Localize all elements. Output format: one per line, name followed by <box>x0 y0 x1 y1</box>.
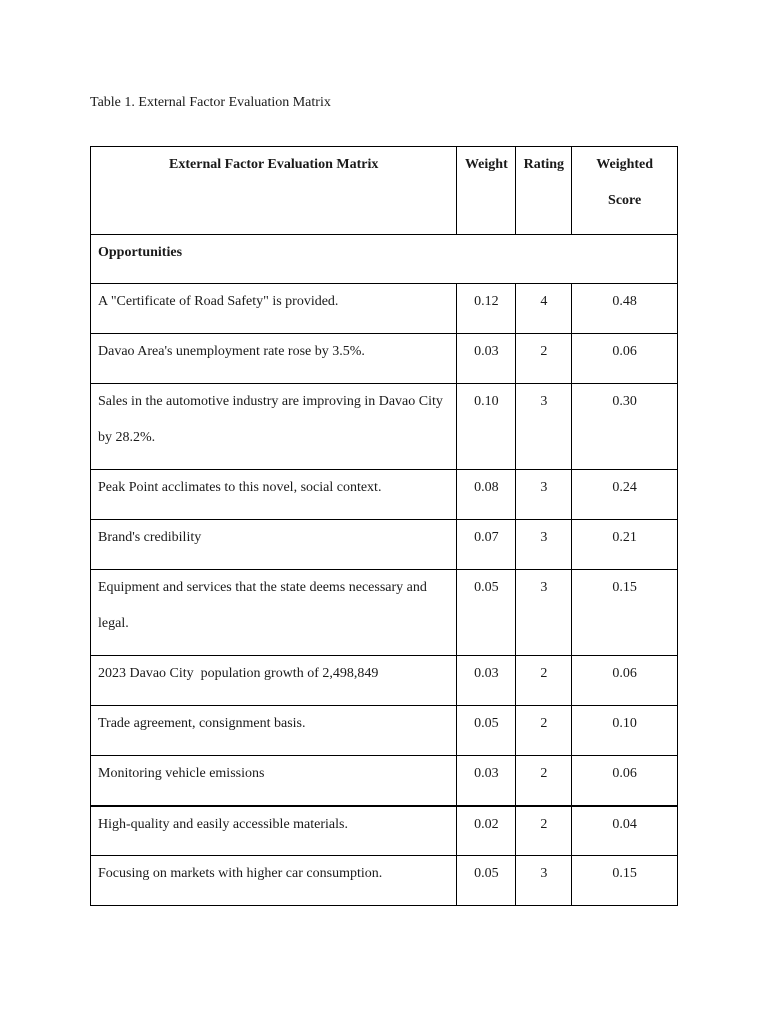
section-title: Opportunities <box>91 235 678 284</box>
table-row <box>91 570 678 656</box>
rating-cell: 2 <box>516 756 572 806</box>
score-cell: 0.06 <box>572 334 678 384</box>
table-row <box>91 334 678 384</box>
factor-cell: 2023 Davao City population growth of 2,498,849 <box>91 656 457 706</box>
score-cell: 0.15 <box>572 856 678 906</box>
factor-cell: Sales in the automotive industry are improving in Davao City by 28.2%. <box>91 384 457 470</box>
weight-cell: 0.10 <box>457 384 516 470</box>
rating-cell: 3 <box>516 856 572 906</box>
weight-cell: 0.12 <box>457 284 516 334</box>
factor-cell: Brand's credibility <box>91 520 457 570</box>
score-cell: 0.21 <box>572 520 678 570</box>
weight-cell: 0.05 <box>457 706 516 756</box>
score-cell: 0.48 <box>572 284 678 334</box>
factor-cell: Focusing on markets with higher car consumption. <box>91 856 457 906</box>
factor-cell: Davao Area's unemployment rate rose by 3.5%. <box>91 334 457 384</box>
weight-cell: 0.08 <box>457 470 516 520</box>
weight-cell: 0.07 <box>457 520 516 570</box>
header-rating: Rating <box>516 147 572 235</box>
rating-cell: 4 <box>516 284 572 334</box>
rating-cell: 3 <box>516 470 572 520</box>
table-row <box>91 284 678 334</box>
score-cell: 0.30 <box>572 384 678 470</box>
score-cell: 0.06 <box>572 656 678 706</box>
score-cell: 0.24 <box>572 470 678 520</box>
weight-cell: 0.05 <box>457 570 516 656</box>
weight-cell: 0.05 <box>457 856 516 906</box>
score-cell: 0.15 <box>572 570 678 656</box>
rating-cell: 2 <box>516 656 572 706</box>
factor-cell: High-quality and easily accessible materials. <box>91 806 457 856</box>
table-row <box>91 384 678 470</box>
rating-cell: 3 <box>516 570 572 656</box>
weight-cell: 0.03 <box>457 334 516 384</box>
rating-cell: 2 <box>516 706 572 756</box>
table-row <box>91 856 678 906</box>
score-cell: 0.06 <box>572 756 678 806</box>
score-cell: 0.04 <box>572 806 678 856</box>
weight-cell: 0.03 <box>457 656 516 706</box>
section-row-opportunities <box>91 235 678 284</box>
weight-cell: 0.03 <box>457 756 516 806</box>
rating-cell: 3 <box>516 520 572 570</box>
table-row <box>91 756 678 806</box>
table-row <box>91 806 678 856</box>
factor-cell: A "Certificate of Road Safety" is provided. <box>91 284 457 334</box>
table-row <box>91 520 678 570</box>
factor-cell: Monitoring vehicle emissions <box>91 756 457 806</box>
table-row <box>91 656 678 706</box>
header-factor: External Factor Evaluation Matrix <box>91 147 457 235</box>
rating-cell: 2 <box>516 806 572 856</box>
rating-cell: 2 <box>516 334 572 384</box>
header-weighted-score: Weighted Score <box>572 147 678 235</box>
weight-cell: 0.02 <box>457 806 516 856</box>
header-weight: Weight <box>457 147 516 235</box>
efe-matrix-table <box>90 146 678 906</box>
table-caption: Table 1. External Factor Evaluation Matrix <box>90 95 331 110</box>
rating-cell: 3 <box>516 384 572 470</box>
table-row <box>91 706 678 756</box>
factor-cell: Peak Point acclimates to this novel, social context. <box>91 470 457 520</box>
factor-cell: Equipment and services that the state deems necessary and legal. <box>91 570 457 656</box>
score-cell: 0.10 <box>572 706 678 756</box>
factor-cell: Trade agreement, consignment basis. <box>91 706 457 756</box>
table-header-row <box>91 147 678 235</box>
table-row <box>91 470 678 520</box>
